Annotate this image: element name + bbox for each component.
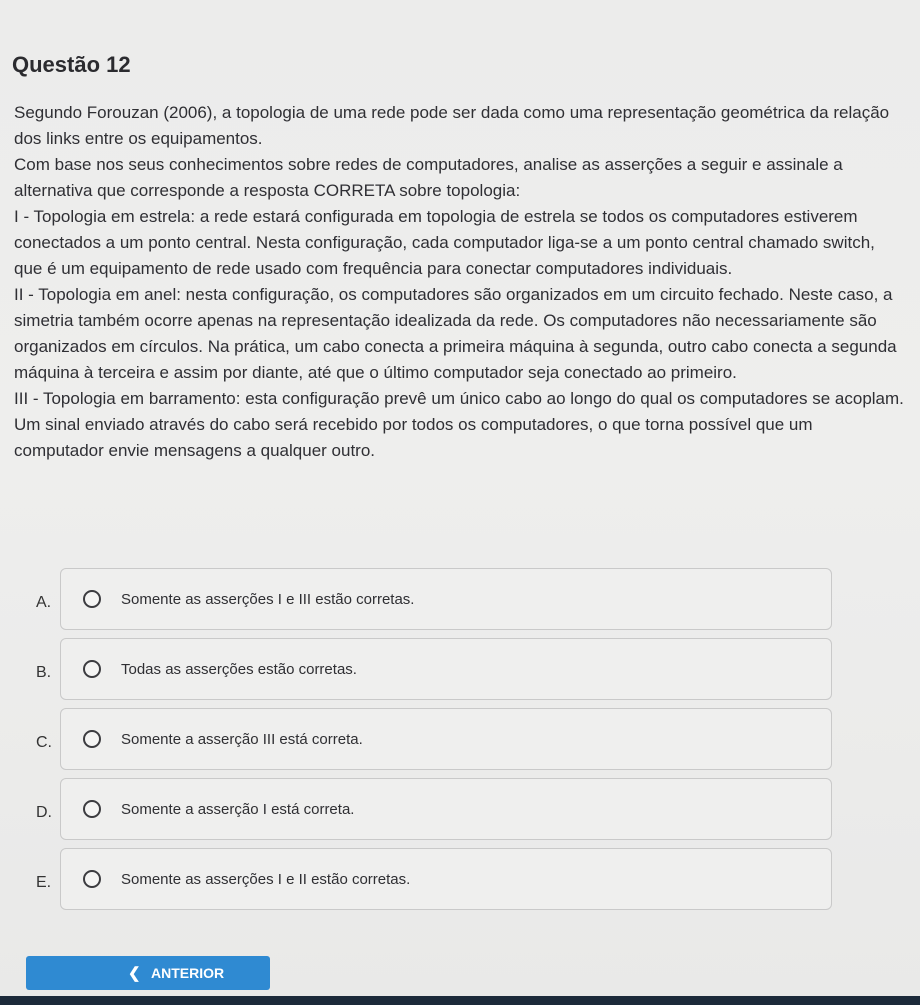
option-d [0, 778, 920, 848]
previous-button[interactable] [26, 956, 270, 990]
option-text: Somente as asserções I e II estão corretas. [121, 871, 411, 888]
option-letter: A. [36, 594, 52, 611]
option-c-button[interactable] [60, 708, 832, 770]
option-letter: C. [36, 734, 52, 751]
chevron-left-icon: ❮ [128, 965, 141, 982]
option-e [0, 848, 920, 918]
radio-button[interactable] [83, 590, 101, 608]
question-paragraph: Com base nos seus conhecimentos sobre redes de computadores, analise as asserções a seguir e assinale a alternativa que corresponde a resposta CORRETA sobre topologia: [14, 155, 843, 200]
option-letter: B. [36, 664, 52, 681]
option-text: Somente a asserção I está correta. [121, 801, 355, 818]
option-text: Todas as asserções estão corretas. [121, 661, 357, 678]
option-text: Somente as asserções I e III estão corretas. [121, 591, 415, 608]
radio-button[interactable] [83, 660, 101, 678]
option-b-button[interactable] [60, 638, 832, 700]
radio-button[interactable] [83, 870, 101, 888]
question-paragraph: I - Topologia em estrela: a rede estará configurada em topologia de estrela se todos os computadores estiverem conectados a um ponto central. Nesta configuração, cada computador liga-se a um ponto central chamado switch, que é um equipamento de rede usado com frequência para conectar computadores individuais. [14, 207, 875, 278]
bottom-bar [0, 996, 920, 1005]
option-letter: D. [36, 804, 52, 821]
option-a [0, 568, 920, 638]
question-paragraph: Segundo Forouzan (2006), a topologia de uma rede pode ser dada como uma representação geométrica da relação dos links entre os equipamentos. [14, 103, 890, 148]
question-statement [14, 100, 904, 464]
option-d-button[interactable] [60, 778, 832, 840]
option-c [0, 708, 920, 778]
question-title: Questão 12 [12, 52, 131, 77]
question-paragraph: III - Topologia em barramento: esta configuração prevê um único cabo ao longo do qual os computadores se acoplam. Um sinal enviado através do cabo será recebido por todos os computadores, o que torna possível que um computador envie mensagens a qualquer outro. [14, 389, 904, 460]
option-e-button[interactable] [60, 848, 832, 910]
radio-button[interactable] [83, 730, 101, 748]
option-letter: E. [36, 874, 52, 891]
option-a-button[interactable] [60, 568, 832, 630]
answer-options [0, 568, 920, 918]
option-text: Somente a asserção III está correta. [121, 731, 363, 748]
option-b [0, 638, 920, 708]
radio-button[interactable] [83, 800, 101, 818]
previous-button-label: ANTERIOR [151, 965, 225, 981]
question-paragraph: II - Topologia em anel: nesta configuração, os computadores são organizados em um circuito fechado. Neste caso, a simetria também ocorre apenas na representação idealizada da rede. Os computadores não necessariamente são organizados em círculos. Na prática, um cabo conecta a primeira máquina à segunda, outro cabo conecta a segunda máquina à terceira e assim por diante, até que o último computador seja conectado ao primeiro. [14, 285, 897, 382]
